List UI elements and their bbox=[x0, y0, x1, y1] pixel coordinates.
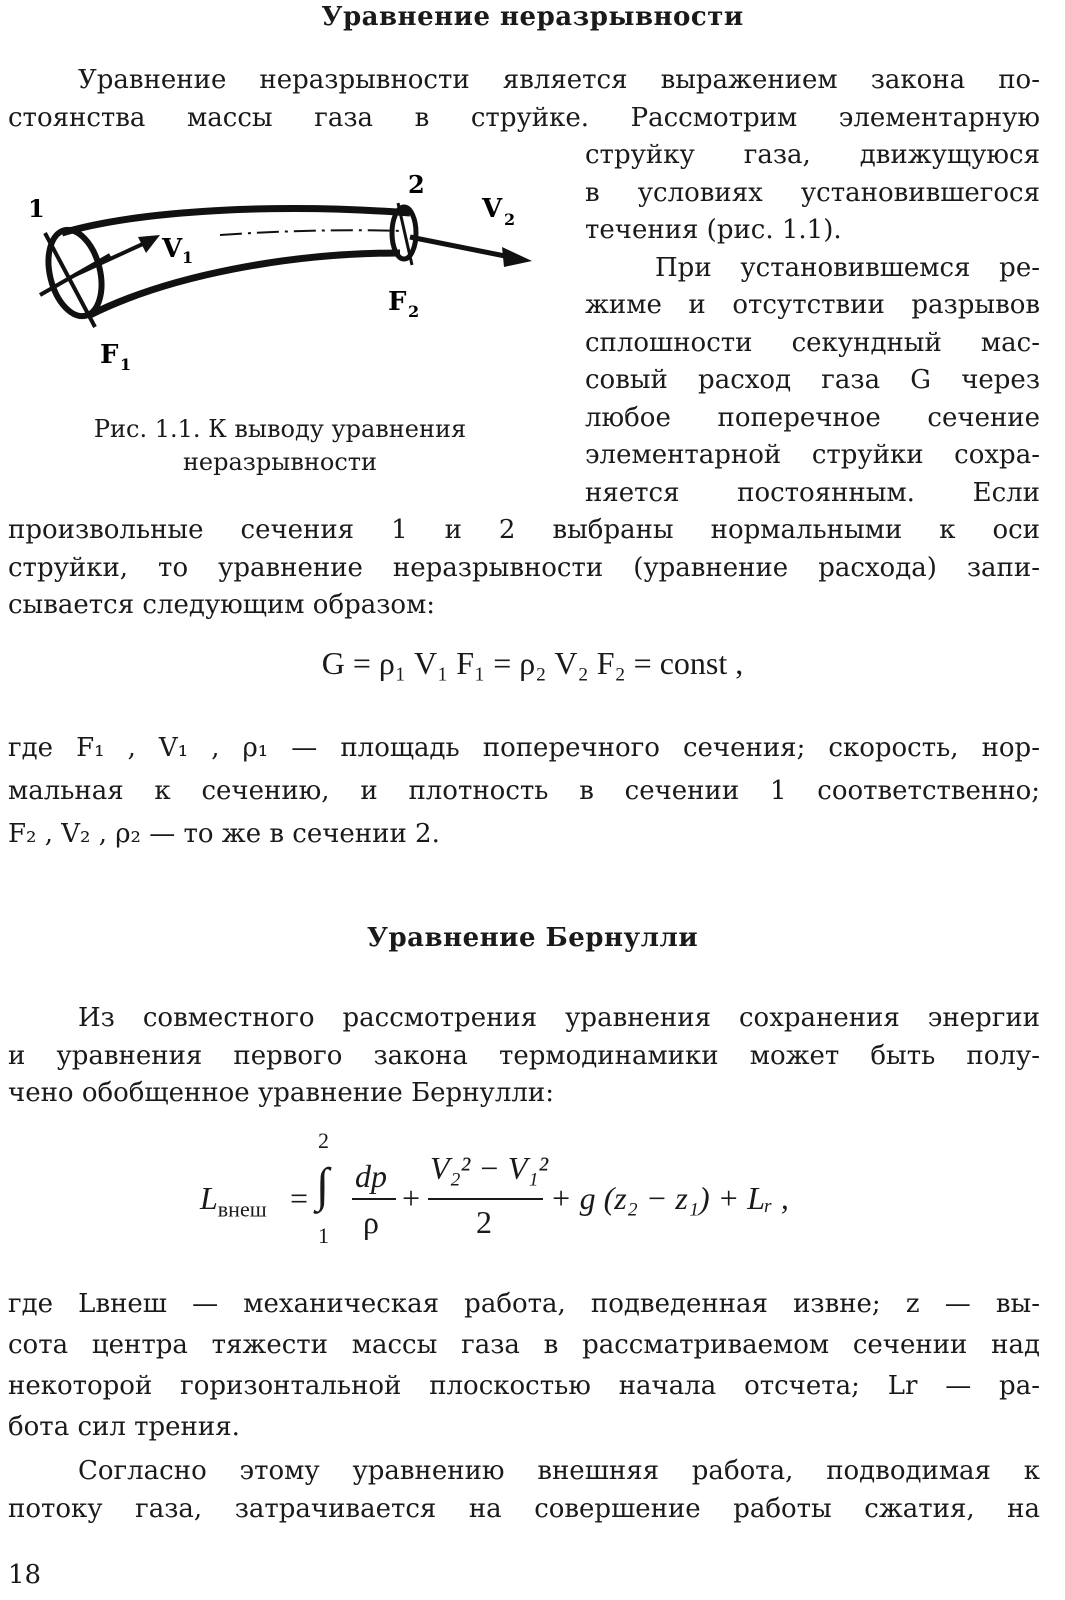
tube-upper-wall bbox=[62, 209, 410, 233]
text-line: Согласно этому уравнению внешняя работа, подводимая к bbox=[78, 1456, 1040, 1486]
text-line: чено обобщенное уравнение Бернулли: bbox=[8, 1078, 554, 1108]
text-line: струйки, то уравнение неразрывности (уравнение расхода) запи- bbox=[8, 552, 1040, 583]
text-line: няется постоянным. Если bbox=[585, 477, 1040, 508]
bernoulli-definitions bbox=[8, 1284, 1040, 1448]
fraction-dp-denominator: ρ bbox=[363, 1204, 379, 1240]
page-number: 18 bbox=[8, 1560, 42, 1590]
continuity-paragraph-2 bbox=[8, 512, 1040, 625]
text-line: сота центра тяжести массы газа в рассматриваемом сечении над bbox=[8, 1330, 1040, 1360]
section-title-bernoulli: Уравнение Бернулли bbox=[366, 923, 699, 953]
figure-caption bbox=[30, 413, 530, 479]
fraction-v-denominator: 2 bbox=[476, 1204, 492, 1240]
text-line: совый расход газа G через bbox=[585, 365, 1040, 395]
integral-upper-limit: 2 bbox=[318, 1128, 329, 1153]
label-f1-sub: 1 bbox=[120, 355, 132, 374]
continuity-paragraph-1-column bbox=[585, 137, 1040, 512]
text-line: бота сил трения. bbox=[8, 1412, 240, 1442]
formula-rest: + g (z₂ − z₁) + Lᵣ , bbox=[550, 1180, 789, 1216]
v2-arrow-shaft bbox=[410, 237, 510, 257]
caption-line: неразрывности bbox=[182, 448, 378, 476]
figure-stream-tube bbox=[20, 165, 550, 380]
label-f1: F bbox=[100, 340, 119, 370]
label-v1-sub: 1 bbox=[182, 248, 194, 267]
text-line: Из совместного рассмотрения уравнения сохранения энергии bbox=[78, 1003, 1040, 1033]
caption-line: Рис. 1.1. К выводу уравнения bbox=[93, 415, 467, 443]
label-f2-sub: 2 bbox=[408, 302, 420, 321]
integral-sign: ∫ bbox=[316, 1159, 330, 1212]
continuity-formula: G = ρ₁ V₁ F₁ = ρ₂ V₂ F₂ = const , bbox=[321, 645, 744, 681]
integral-lower-limit: 1 bbox=[318, 1223, 329, 1248]
label-section-2: 2 bbox=[408, 170, 425, 199]
text-line: произвольные сечения 1 и 2 выбраны нормальными к оси bbox=[8, 515, 1040, 545]
label-v2: V bbox=[482, 194, 503, 224]
bernoulli-paragraph-2 bbox=[8, 1452, 1040, 1528]
text-line: Уравнение неразрывности является выражением закона по- bbox=[78, 65, 1040, 95]
text-line: При установившемся ре- bbox=[655, 252, 1040, 283]
text-line: жиме и отсутствии разрывов bbox=[585, 290, 1040, 320]
continuity-paragraph-1 bbox=[8, 62, 1040, 137]
text-line: струйку газа, движущуюся bbox=[585, 140, 1040, 170]
formula-lhs: $L_{внеш}$ bbox=[200, 1180, 267, 1222]
bernoulli-formula: $L_{внеш}$ = 2 ∫ 1 dp ρ + V₂² − V₁² 2 + g (z₂ − z₁) + Lᵣ , bbox=[200, 1128, 789, 1248]
text-line: течения (рис. 1.1). bbox=[585, 215, 842, 245]
v1-arrow-shaft bbox=[75, 243, 145, 275]
label-f2: F bbox=[388, 287, 407, 317]
text-line: F₂ , V₂ , ρ₂ — то же в сечении 2. bbox=[8, 819, 440, 849]
tube-centerline bbox=[220, 230, 404, 235]
v2-arrow-head bbox=[502, 247, 532, 267]
text-line: где Lвнеш — механическая работа, подведенная извне; z — вы- bbox=[8, 1289, 1040, 1319]
label-v1: V bbox=[162, 234, 183, 264]
fraction-v-numerator: V₂² − V₁² bbox=[430, 1150, 549, 1186]
text-line: сывается следующим образом: bbox=[8, 590, 436, 620]
text-line: мальная к сечению, и плотность в сечении 1 соответственно; bbox=[8, 776, 1040, 806]
text-line: стоянства массы газа в струйке. Рассмотрим элементарную bbox=[8, 102, 1040, 133]
label-section-1: 1 bbox=[28, 194, 45, 223]
bernoulli-paragraph-1 bbox=[8, 1000, 1040, 1113]
fraction-dp-numerator: dp bbox=[355, 1158, 387, 1194]
tube-lower-wall bbox=[90, 253, 400, 315]
continuity-definitions bbox=[8, 727, 1040, 856]
text-line: любое поперечное сечение bbox=[585, 402, 1040, 433]
text-line: потоку газа, затрачивается на совершение работы сжатия, на bbox=[8, 1494, 1040, 1524]
text-line: и уравнения первого закона термодинамики может быть полу- bbox=[8, 1040, 1040, 1071]
text-line: сплошности секундный мас- bbox=[585, 327, 1040, 358]
text-line: элементарной струйки сохра- bbox=[585, 440, 1040, 470]
label-v2-sub: 2 bbox=[504, 210, 516, 229]
text-line: где F₁ , V₁ , ρ₁ — площадь поперечного сечения; скорость, нор- bbox=[8, 733, 1040, 763]
text-line: некоторой горизонтальной плоскостью начала отсчета; Lr — ра- bbox=[8, 1371, 1040, 1401]
text-line: в условиях установившегося bbox=[585, 177, 1040, 208]
section-title-continuity: Уравнение неразрывности bbox=[321, 2, 744, 32]
